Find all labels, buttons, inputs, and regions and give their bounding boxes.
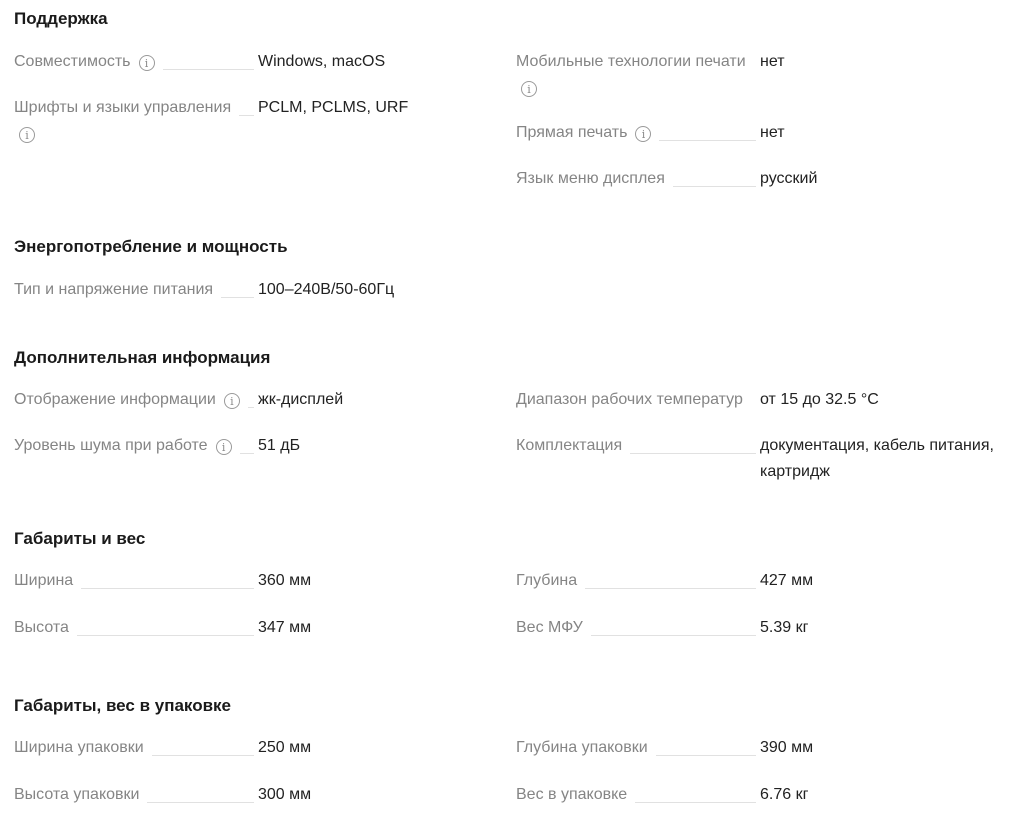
spec-label-cell bbox=[516, 570, 756, 592]
dotted-leader bbox=[585, 588, 756, 589]
info-icon[interactable]: i bbox=[521, 81, 537, 97]
spec-label-cell bbox=[14, 279, 254, 301]
dotted-leader bbox=[81, 588, 254, 589]
section-title-power: Энергопотребление и мощность bbox=[14, 237, 288, 256]
spec-label: Совместимость bbox=[14, 53, 131, 70]
dotted-leader bbox=[591, 635, 756, 636]
dotted-leader bbox=[248, 407, 254, 408]
spec-label: Прямая печать bbox=[516, 124, 628, 141]
spec-label: Тип и напряжение питания bbox=[14, 281, 214, 298]
dotted-leader bbox=[152, 755, 254, 756]
spec-value: 347 мм bbox=[258, 619, 312, 636]
spec-label-cell bbox=[516, 51, 756, 73]
section-title-dimensions: Габариты и вес bbox=[14, 529, 146, 548]
spec-row-operating-temperature bbox=[516, 389, 1005, 413]
spec-label: Язык меню дисплея bbox=[516, 170, 665, 187]
spec-value: 360 мм bbox=[258, 572, 312, 589]
spec-label: Глубина упаковки bbox=[516, 739, 648, 756]
spec-value: 6.76 кг bbox=[760, 786, 809, 803]
dotted-leader bbox=[656, 755, 756, 756]
spec-value: Windows, macOS bbox=[258, 53, 386, 70]
spec-value: 427 мм bbox=[760, 572, 814, 589]
spec-row-direct-print bbox=[516, 122, 1005, 146]
dotted-leader bbox=[673, 186, 756, 187]
spec-row-height bbox=[14, 617, 311, 641]
dotted-leader bbox=[77, 635, 254, 636]
section-title-support: Поддержка bbox=[14, 9, 108, 28]
spec-row-mobile-printing bbox=[516, 51, 1005, 75]
spec-value: русский bbox=[760, 170, 818, 187]
spec-row-package-height bbox=[14, 784, 311, 808]
spec-label: Ширина упаковки bbox=[14, 739, 144, 756]
spec-row-depth bbox=[516, 570, 1005, 594]
spec-value: 250 мм bbox=[258, 739, 312, 756]
spec-row-package-weight bbox=[516, 784, 1005, 808]
spec-value: от 15 до 32.5 °С bbox=[760, 391, 879, 408]
dotted-leader bbox=[147, 802, 254, 803]
dotted-leader bbox=[163, 69, 255, 70]
spec-label: Комплектация bbox=[516, 437, 623, 454]
info-icon[interactable]: i bbox=[635, 126, 651, 142]
spec-row-fonts-languages bbox=[14, 97, 408, 121]
spec-label: Высота bbox=[14, 619, 69, 636]
spec-label-cell bbox=[516, 784, 756, 806]
spec-label-cell bbox=[516, 389, 756, 411]
spec-label: Шрифты и языки управления bbox=[14, 99, 232, 116]
spec-label: Ширина bbox=[14, 572, 74, 589]
spec-label-cell bbox=[14, 97, 254, 119]
spec-label: Уровень шума при работе bbox=[14, 437, 208, 454]
spec-label-cell bbox=[14, 435, 254, 457]
spec-label-cell bbox=[516, 168, 756, 190]
spec-value: нет bbox=[760, 53, 785, 70]
spec-row-package-contents bbox=[516, 435, 1005, 485]
spec-value: 100–240В/50-60Гц bbox=[258, 281, 395, 298]
spec-value: нет bbox=[760, 124, 785, 141]
spec-label: Отображение информации bbox=[14, 391, 216, 408]
section-title-additional: Дополнительная информация bbox=[14, 348, 271, 367]
spec-label-cell bbox=[14, 737, 254, 759]
dotted-leader bbox=[635, 802, 756, 803]
spec-row-display-info bbox=[14, 389, 343, 413]
spec-label-cell bbox=[14, 570, 254, 592]
spec-label-cell bbox=[14, 389, 254, 411]
spec-row-power-supply bbox=[14, 279, 394, 303]
spec-row-compatibility bbox=[14, 51, 385, 75]
dotted-leader bbox=[630, 453, 756, 454]
spec-value: 5.39 кг bbox=[760, 619, 809, 636]
spec-label-cell bbox=[14, 51, 254, 73]
spec-label: Вес в упаковке bbox=[516, 786, 628, 803]
info-icon[interactable]: i bbox=[19, 127, 35, 143]
info-icon[interactable]: i bbox=[224, 393, 240, 409]
info-icon[interactable]: i bbox=[216, 439, 232, 455]
spec-value: 300 мм bbox=[258, 786, 312, 803]
dotted-leader bbox=[659, 140, 756, 141]
spec-label: Глубина bbox=[516, 572, 578, 589]
spec-row-display-language bbox=[516, 168, 1005, 192]
spec-row-weight bbox=[516, 617, 1005, 641]
spec-label: Высота упаковки bbox=[14, 786, 140, 803]
spec-row-width bbox=[14, 570, 311, 594]
spec-value: документация, кабель питания, картридж bbox=[760, 437, 994, 480]
dotted-leader bbox=[221, 297, 254, 298]
spec-value: жк-дисплей bbox=[258, 391, 344, 408]
spec-row-noise-level bbox=[14, 435, 300, 459]
info-icon[interactable]: i bbox=[139, 55, 155, 71]
spec-value: 390 мм bbox=[760, 739, 814, 756]
spec-label: Диапазон рабочих температур bbox=[516, 391, 743, 408]
section-title-package-dimensions: Габариты, вес в упаковке bbox=[14, 696, 232, 715]
spec-row-package-width bbox=[14, 737, 311, 761]
spec-label: Мобильные технологии печати bbox=[516, 53, 746, 70]
spec-label-cell bbox=[516, 617, 756, 639]
spec-label: Вес МФУ bbox=[516, 619, 583, 636]
spec-value: 51 дБ bbox=[258, 437, 301, 454]
spec-label-cell bbox=[14, 617, 254, 639]
spec-label-cell bbox=[516, 122, 756, 144]
dotted-leader bbox=[239, 115, 254, 116]
spec-label-cell bbox=[516, 737, 756, 759]
spec-value: PCLM, PCLMS, URF bbox=[258, 99, 409, 116]
dotted-leader bbox=[240, 453, 254, 454]
spec-label-cell bbox=[516, 435, 756, 457]
spec-row-package-depth bbox=[516, 737, 1005, 761]
spec-label-cell bbox=[14, 784, 254, 806]
